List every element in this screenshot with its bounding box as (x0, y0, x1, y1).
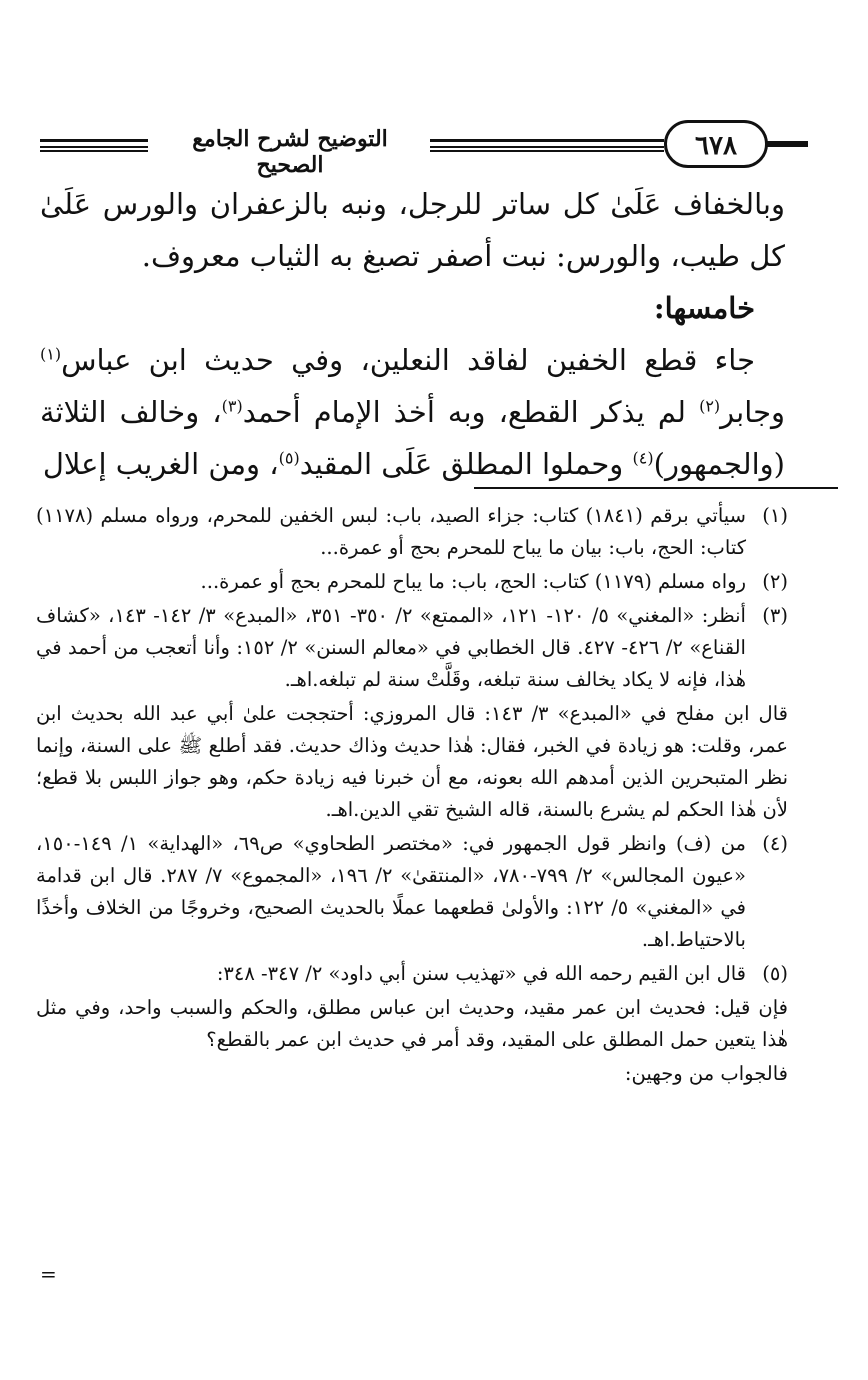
text-run: لم يذكر القطع، وبه أخذ الإمام أحمد (242, 395, 700, 429)
header-rule (430, 150, 664, 152)
footnote-number: (٥) (762, 962, 788, 985)
header-rule (430, 139, 664, 148)
footnote-text: قال ابن القيم رحمه الله في «تهذيب سنن أبي داود» ٢/ ٣٤٧- ٣٤٨: (216, 962, 746, 985)
page-header (40, 120, 808, 178)
footnote-number: (٣) (762, 604, 788, 627)
footnote-paragraph: فإن قيل: فحديث ابن عمر مقيد، وحديث ابن عباس مطلق، والحكم والسبب واحد، وفي مثل هٰذا يتعين حمل المطلق على المقيد، وقد أمر في حديث ابن عمر بالقطع؟ (36, 996, 788, 1051)
footnote-5 (36, 958, 788, 1090)
footnote-text: من (ف) وانظر قول الجمهور في: «مختصر الطحاوي» ص٦٩، «الهداية» ١/ ١٤٩-١٥٠، «عيون المجالس» ٢/ ٧٩٩-٧٨٠، «المنتقىٰ» ٢/ ١٩٦، «المجموع» ٧/ ٢٨٧. قال ابن قدامة في «المغني» ٥/ ١٢٢: والأولىٰ قطعهما عملًا بالحديث الصحيح، وخروجًا من الخلاف وأخذًا بالاحتياط.اهـ. (36, 832, 746, 951)
footnote-ref-4[interactable]: (٤) (632, 448, 654, 468)
text-run: ، وخالف الثلاثة (والجمهور) (40, 395, 785, 481)
footnote-1 (36, 500, 788, 564)
footnote-3 (36, 600, 788, 826)
footnote-divider (474, 487, 838, 489)
footnotes (36, 500, 788, 1092)
footnote-number: (٢) (762, 570, 788, 593)
footnote-ref-2[interactable]: (٢) (699, 396, 721, 416)
footnote-4 (36, 828, 788, 956)
main-text (40, 178, 785, 490)
header-rule-short (40, 150, 148, 152)
header-ornament (764, 141, 808, 147)
paragraph-2 (40, 334, 785, 490)
footnote-ref-1[interactable]: (١) (40, 344, 62, 364)
footnote-paragraph: قال ابن مفلح في «المبدع» ٣/ ١٤٣: قال المروزي: أحتججت علىٰ أبي عبد الله بحديث ابن عمر، وقلت: هو زيادة في الخبر، فقال: هٰذا حديث وذاك حديث. فقد أطلع ﷺ على السنة، وإنما نظر المتبحرين الذين أمدهم الله بعونه، مع أن خبرنا فيه زيادة حكم، وهو جواز اللبس بلا قطع؛ لأن هٰذا الحكم لم يشرع بالسنة، قاله الشيخ تقي الدين.اهـ. (36, 702, 788, 821)
text-run: وجابر (720, 395, 785, 429)
margin-mark: = (40, 1262, 57, 1286)
footnote-text: رواه مسلم (١١٧٩) كتاب: الحج، باب: ما يباح للمحرم بحج أو عمرة... (200, 570, 746, 593)
footnote-text: سيأتي برقم (١٨٤١) كتاب: جزاء الصيد، باب: لبس الخفين للمحرم، ورواه مسلم (١١٧٨) كتاب: الحج، باب: بيان ما يباح للمحرم بحج أو عمرة... (36, 504, 746, 559)
section-heading: خامسها: (653, 291, 755, 325)
paragraph-1: وبالخفاف عَلَىٰ كل ساتر للرجل، ونبه بالزعفران والورس عَلَىٰ كل طيب، والورس: نبت أصفر تصبغ به الثياب معروف. (40, 187, 785, 273)
text-run: ، ومن الغريب إعلال (42, 447, 279, 481)
page-number: ٦٧٨ (664, 120, 768, 168)
footnote-paragraph: فالجواب من وجهين: (624, 1062, 788, 1085)
text-run: جاء قطع الخفين لفاقد النعلين، وفي حديث ابن عباس (61, 343, 755, 377)
footnote-text: أنظر: «المغني» ٥/ ١٢٠- ١٢١، «الممتع» ٢/ ٣٥٠- ٣٥١، «المبدع» ٣/ ١٤٢- ١٤٣، «كشاف القناع» ٢/ ٤٢٦- ٤٢٧. قال الخطابي في «معالم السنن» ٢/ ١٥٢: وأنا أتعجب من أحمد في هٰذا، فإنه لا يكاد يخالف سنة تبلغه، وقَلَّتْ سنة لم تبلغه.اهـ. (36, 604, 746, 691)
running-title: التوضيح لشرح الجامع الصحيح (192, 126, 388, 178)
text-run: وحملوا المطلق عَلَى المقيد (299, 447, 633, 481)
footnote-2 (36, 566, 788, 598)
footnote-ref-5[interactable]: (٥) (278, 448, 300, 468)
header-rule-short (40, 139, 148, 148)
footnote-number: (٤) (762, 832, 788, 855)
footnote-ref-3[interactable]: (٣) (221, 396, 243, 416)
footnote-number: (١) (762, 504, 788, 527)
